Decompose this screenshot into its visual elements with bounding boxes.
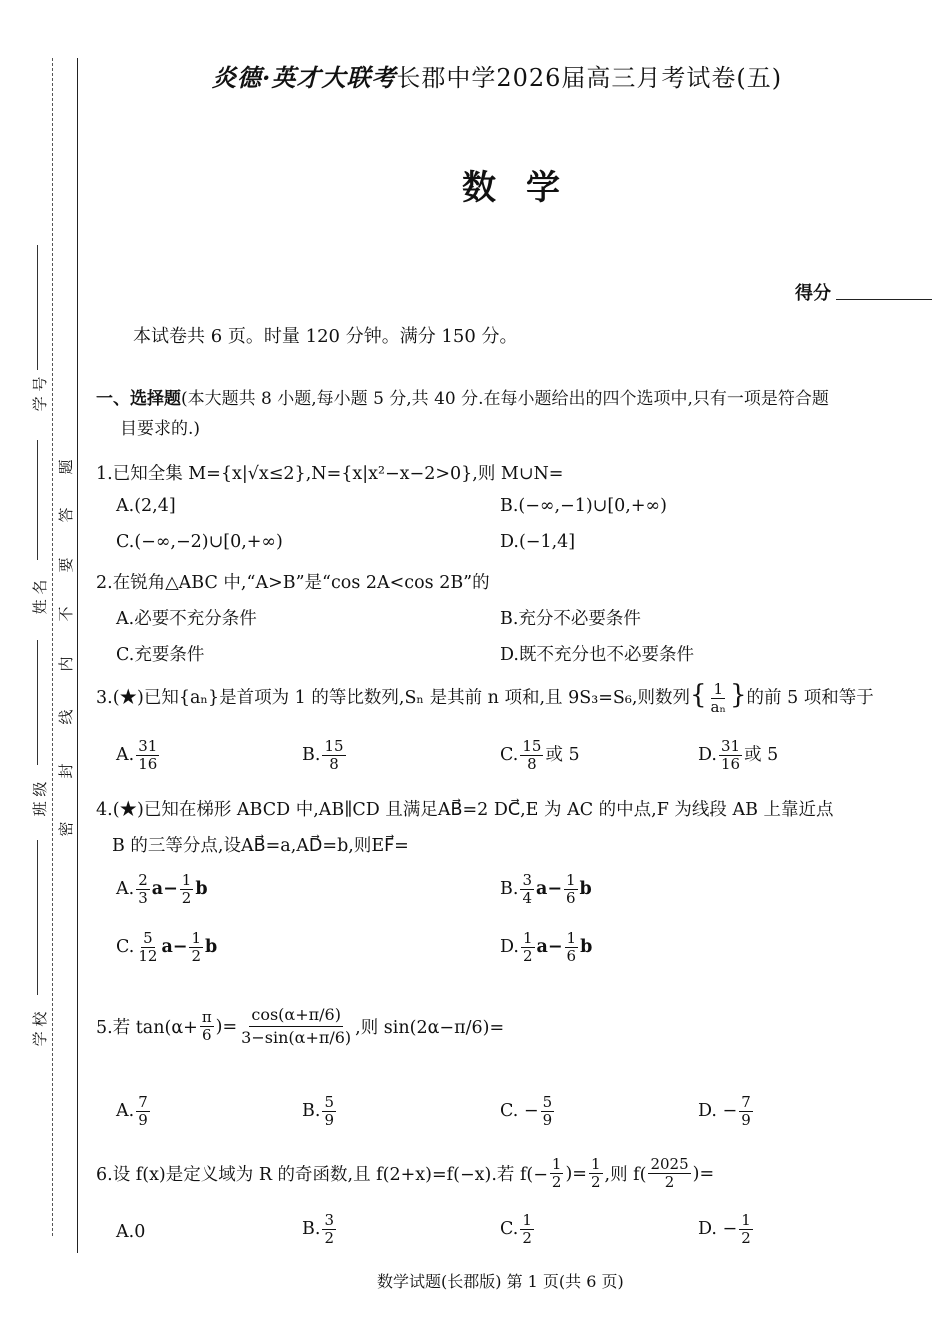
q3-option-a: [116, 738, 161, 773]
frac-num: 1: [522, 929, 533, 947]
q3-option-b: [302, 738, 348, 773]
frac-den: 9: [138, 1111, 148, 1129]
frac-num: 1: [551, 1155, 562, 1173]
frac-den: 3: [138, 889, 148, 907]
option-letter: B.: [302, 1101, 321, 1121]
xingming-label: 姓 名: [31, 579, 49, 615]
q4-option-a: [116, 872, 208, 907]
option-letter: D. −: [698, 1101, 738, 1121]
option-letter: B.: [302, 745, 321, 765]
q1-option-a: A.(2,4]: [116, 496, 176, 516]
section-title: 一、选择题: [96, 389, 181, 409]
brand-name: 炎德·英才大联考: [212, 63, 397, 92]
frac-num: π: [201, 1008, 212, 1026]
frac-num: 3: [324, 1211, 334, 1229]
option-letter: B.: [500, 879, 519, 899]
q5-pre: 5.若 tan(α+: [96, 1018, 198, 1038]
q5-option-c: [500, 1094, 556, 1129]
frac-num: 1: [181, 871, 192, 889]
xuehao-label: 学 号: [31, 376, 49, 412]
q3-stem-a: 3.(★)已知{aₙ}是首项为 1 的等比数列,Sₙ 是其前 n 项和,且 9S₃=S₆,则数列: [96, 688, 690, 708]
frac-num: 31: [138, 737, 158, 755]
q5-post: ,则 sin(2α−π/6)=: [355, 1018, 505, 1038]
frac-den: 16: [720, 755, 741, 773]
seal-char: 题: [57, 459, 75, 475]
frac-num: 2025: [650, 1155, 689, 1173]
frac-num: 1: [522, 1211, 532, 1229]
question-3: 3.(★)已知{aₙ}是首项为 1 的等比数列,Sₙ 是其前 n 项和,且 9S₃=S₆,则数列{ $\frac{1}{\text{aₙ}}$ }的前 5 项和等于: [96, 680, 874, 716]
frac-num: 1: [566, 929, 577, 947]
xingming-line: [37, 640, 38, 765]
frac-num: 1: [590, 1155, 601, 1173]
frac-den: 9: [542, 1111, 553, 1129]
q1-option-d: D.(−1,4]: [500, 532, 576, 552]
frac-den: 6: [566, 889, 576, 907]
score-blank: [836, 299, 932, 300]
frac-den: 4: [522, 889, 532, 907]
q5-option-b: [302, 1094, 338, 1129]
frac-den: 2: [590, 1173, 601, 1191]
option-suffix: 或 5: [744, 745, 779, 765]
q2-option-a: A.必要不充分条件: [116, 609, 257, 629]
xuexiao-label: 学 校: [31, 1011, 49, 1047]
banji-label: 班 级: [31, 781, 49, 817]
option-letter: D.: [698, 745, 717, 765]
frac-num: 1: [566, 871, 576, 889]
frac-den: 2: [522, 1229, 532, 1247]
option-term: a−: [535, 879, 562, 899]
frac-den: 8: [527, 755, 537, 773]
q3-brace-frac: [709, 681, 728, 716]
q6-option-d: [698, 1212, 755, 1247]
option-term: b: [579, 879, 592, 899]
option-letter: A.: [116, 1101, 135, 1121]
frac-den: 3−sin(α+π/6): [241, 1028, 352, 1047]
frac-den: 2: [664, 1173, 675, 1191]
frac-den: aₙ: [710, 698, 726, 716]
q4-option-c: [116, 930, 217, 965]
frac-den: 9: [324, 1111, 334, 1129]
page-footer: 数学试题(长郡版) 第 1 页(共 6 页): [377, 1272, 624, 1291]
question-4-line-1: 4.(★)已知在梯形 ABCD 中,AB∥CD 且满足AB⃗=2 DC⃗,E 为 AC 的中点,F 为线段 AB 上靠近点: [96, 800, 834, 820]
frac-den: 2: [551, 1173, 562, 1191]
q1-option-c: C.(−∞,−2)∪[0,+∞): [116, 532, 283, 552]
q5-option-d: [698, 1094, 755, 1129]
q2-option-b: B.充分不必要条件: [500, 609, 641, 629]
q6-pre: 6.设 f(x)是定义域为 R 的奇函数,且 f(2+x)=f(−x).若 f(−: [96, 1165, 548, 1185]
seal-char: 内: [57, 656, 75, 672]
option-suffix: 或 5: [545, 745, 580, 765]
score-label: 得分: [795, 283, 831, 304]
q6-option-b: [302, 1212, 338, 1247]
banji-line: [37, 840, 38, 995]
frac-den: 2: [324, 1229, 334, 1247]
frac-den: 16: [138, 755, 158, 773]
subject-title: 数学: [462, 168, 590, 208]
option-letter: D.: [500, 937, 519, 957]
option-term: a−: [151, 879, 178, 899]
option-letter: C.: [500, 745, 519, 765]
option-letter: C. −: [500, 1101, 539, 1121]
frac-den: 6: [201, 1026, 212, 1044]
q3-stem-b: 的前 5 项和等于: [746, 688, 874, 708]
option-letter: A.: [116, 879, 135, 899]
q2-option-c: C.充要条件: [116, 645, 205, 665]
q4-option-d: [500, 930, 592, 965]
frac-den: 2: [191, 947, 201, 965]
exam-header: [212, 58, 782, 93]
q6-mid: )=: [565, 1163, 587, 1184]
frac-num: 15: [522, 737, 542, 755]
frac-num: 5: [542, 1093, 553, 1111]
frac-num: 15: [324, 737, 344, 755]
exam-title: 长郡中学2026届高三月考试卷(五): [396, 64, 783, 92]
option-term: a−: [161, 937, 188, 957]
question-2: 2.在锐角△ABC 中,“A>B”是“cos 2A<cos 2B”的: [96, 573, 490, 593]
frac-num: 1: [741, 1211, 751, 1229]
frac-den: 9: [741, 1111, 751, 1129]
frac-den: 12: [138, 947, 158, 965]
frac-num: 7: [741, 1093, 751, 1111]
q3-option-d: [698, 738, 778, 773]
frac-num: 2: [138, 871, 148, 889]
frac-num: cos(α+π/6): [249, 1004, 343, 1027]
frac-den: 8: [329, 755, 339, 773]
option-letter: C.: [116, 937, 135, 957]
q5-eq: )=: [215, 1016, 238, 1037]
seal-char: 答: [57, 507, 75, 523]
xuehao-line: [37, 245, 38, 370]
option-letter: A.: [116, 745, 135, 765]
q3-option-c: [500, 738, 580, 773]
q6-option-a: A.0: [116, 1222, 146, 1242]
seal-char: 不: [57, 606, 75, 622]
q2-option-d: D.既不充分也不必要条件: [500, 645, 694, 665]
section-desc-2: 目要求的.): [120, 419, 201, 439]
q4-option-b: [500, 872, 592, 907]
option-letter: D. −: [698, 1219, 738, 1239]
seal-char: 封: [57, 763, 75, 779]
frac-num: 5: [143, 929, 153, 947]
question-6: [96, 1156, 714, 1191]
option-letter: B.: [302, 1219, 321, 1239]
q6-end: )=: [692, 1163, 715, 1184]
q5-option-a: [116, 1094, 152, 1129]
binding-dashed-line: [52, 58, 53, 1236]
frac-num: 3: [522, 871, 532, 889]
frac-den: 2: [522, 947, 533, 965]
intro-text: 本试卷共 6 页。时量 120 分钟。满分 150 分。: [133, 326, 518, 347]
frac-num: 7: [138, 1093, 148, 1111]
q1-option-b: B.(−∞,−1)∪[0,+∞): [500, 496, 667, 516]
question-1: 1.已知全集 M={x|√x≤2},N={x|x²−x−2>0},则 M∪N=: [96, 464, 564, 484]
frac-num: 1: [191, 929, 201, 947]
q5-main-frac: [239, 1004, 353, 1049]
frac-num: 31: [720, 737, 741, 755]
option-letter: C.: [500, 1219, 519, 1239]
binding-solid-line: [77, 58, 78, 1253]
seal-char: 要: [57, 557, 75, 573]
frac-den: 2: [181, 889, 192, 907]
option-term: b: [580, 937, 593, 957]
option-term: b: [195, 879, 208, 899]
option-term: b: [205, 937, 218, 957]
frac-den: 6: [566, 947, 577, 965]
question-5: [96, 1004, 504, 1049]
section-desc: (本大题共 8 小题,每小题 5 分,共 40 分.在每小题给出的四个选项中,只有一项是符合题: [181, 389, 829, 409]
frac-den: 2: [741, 1229, 751, 1247]
seal-char: 密: [57, 821, 75, 837]
xingming-line-top: [37, 440, 38, 560]
q6-mid2: ,则 f(: [604, 1165, 647, 1185]
q6-option-c: [500, 1212, 536, 1247]
frac-num: 1: [713, 680, 723, 698]
question-4-line-2: B 的三等分点,设AB⃗=a,AD⃗=b,则EF⃗=: [112, 836, 409, 856]
section-heading: [96, 384, 936, 444]
option-term: a−: [536, 937, 563, 957]
frac-num: 5: [324, 1093, 334, 1111]
seal-char: 线: [57, 709, 75, 725]
